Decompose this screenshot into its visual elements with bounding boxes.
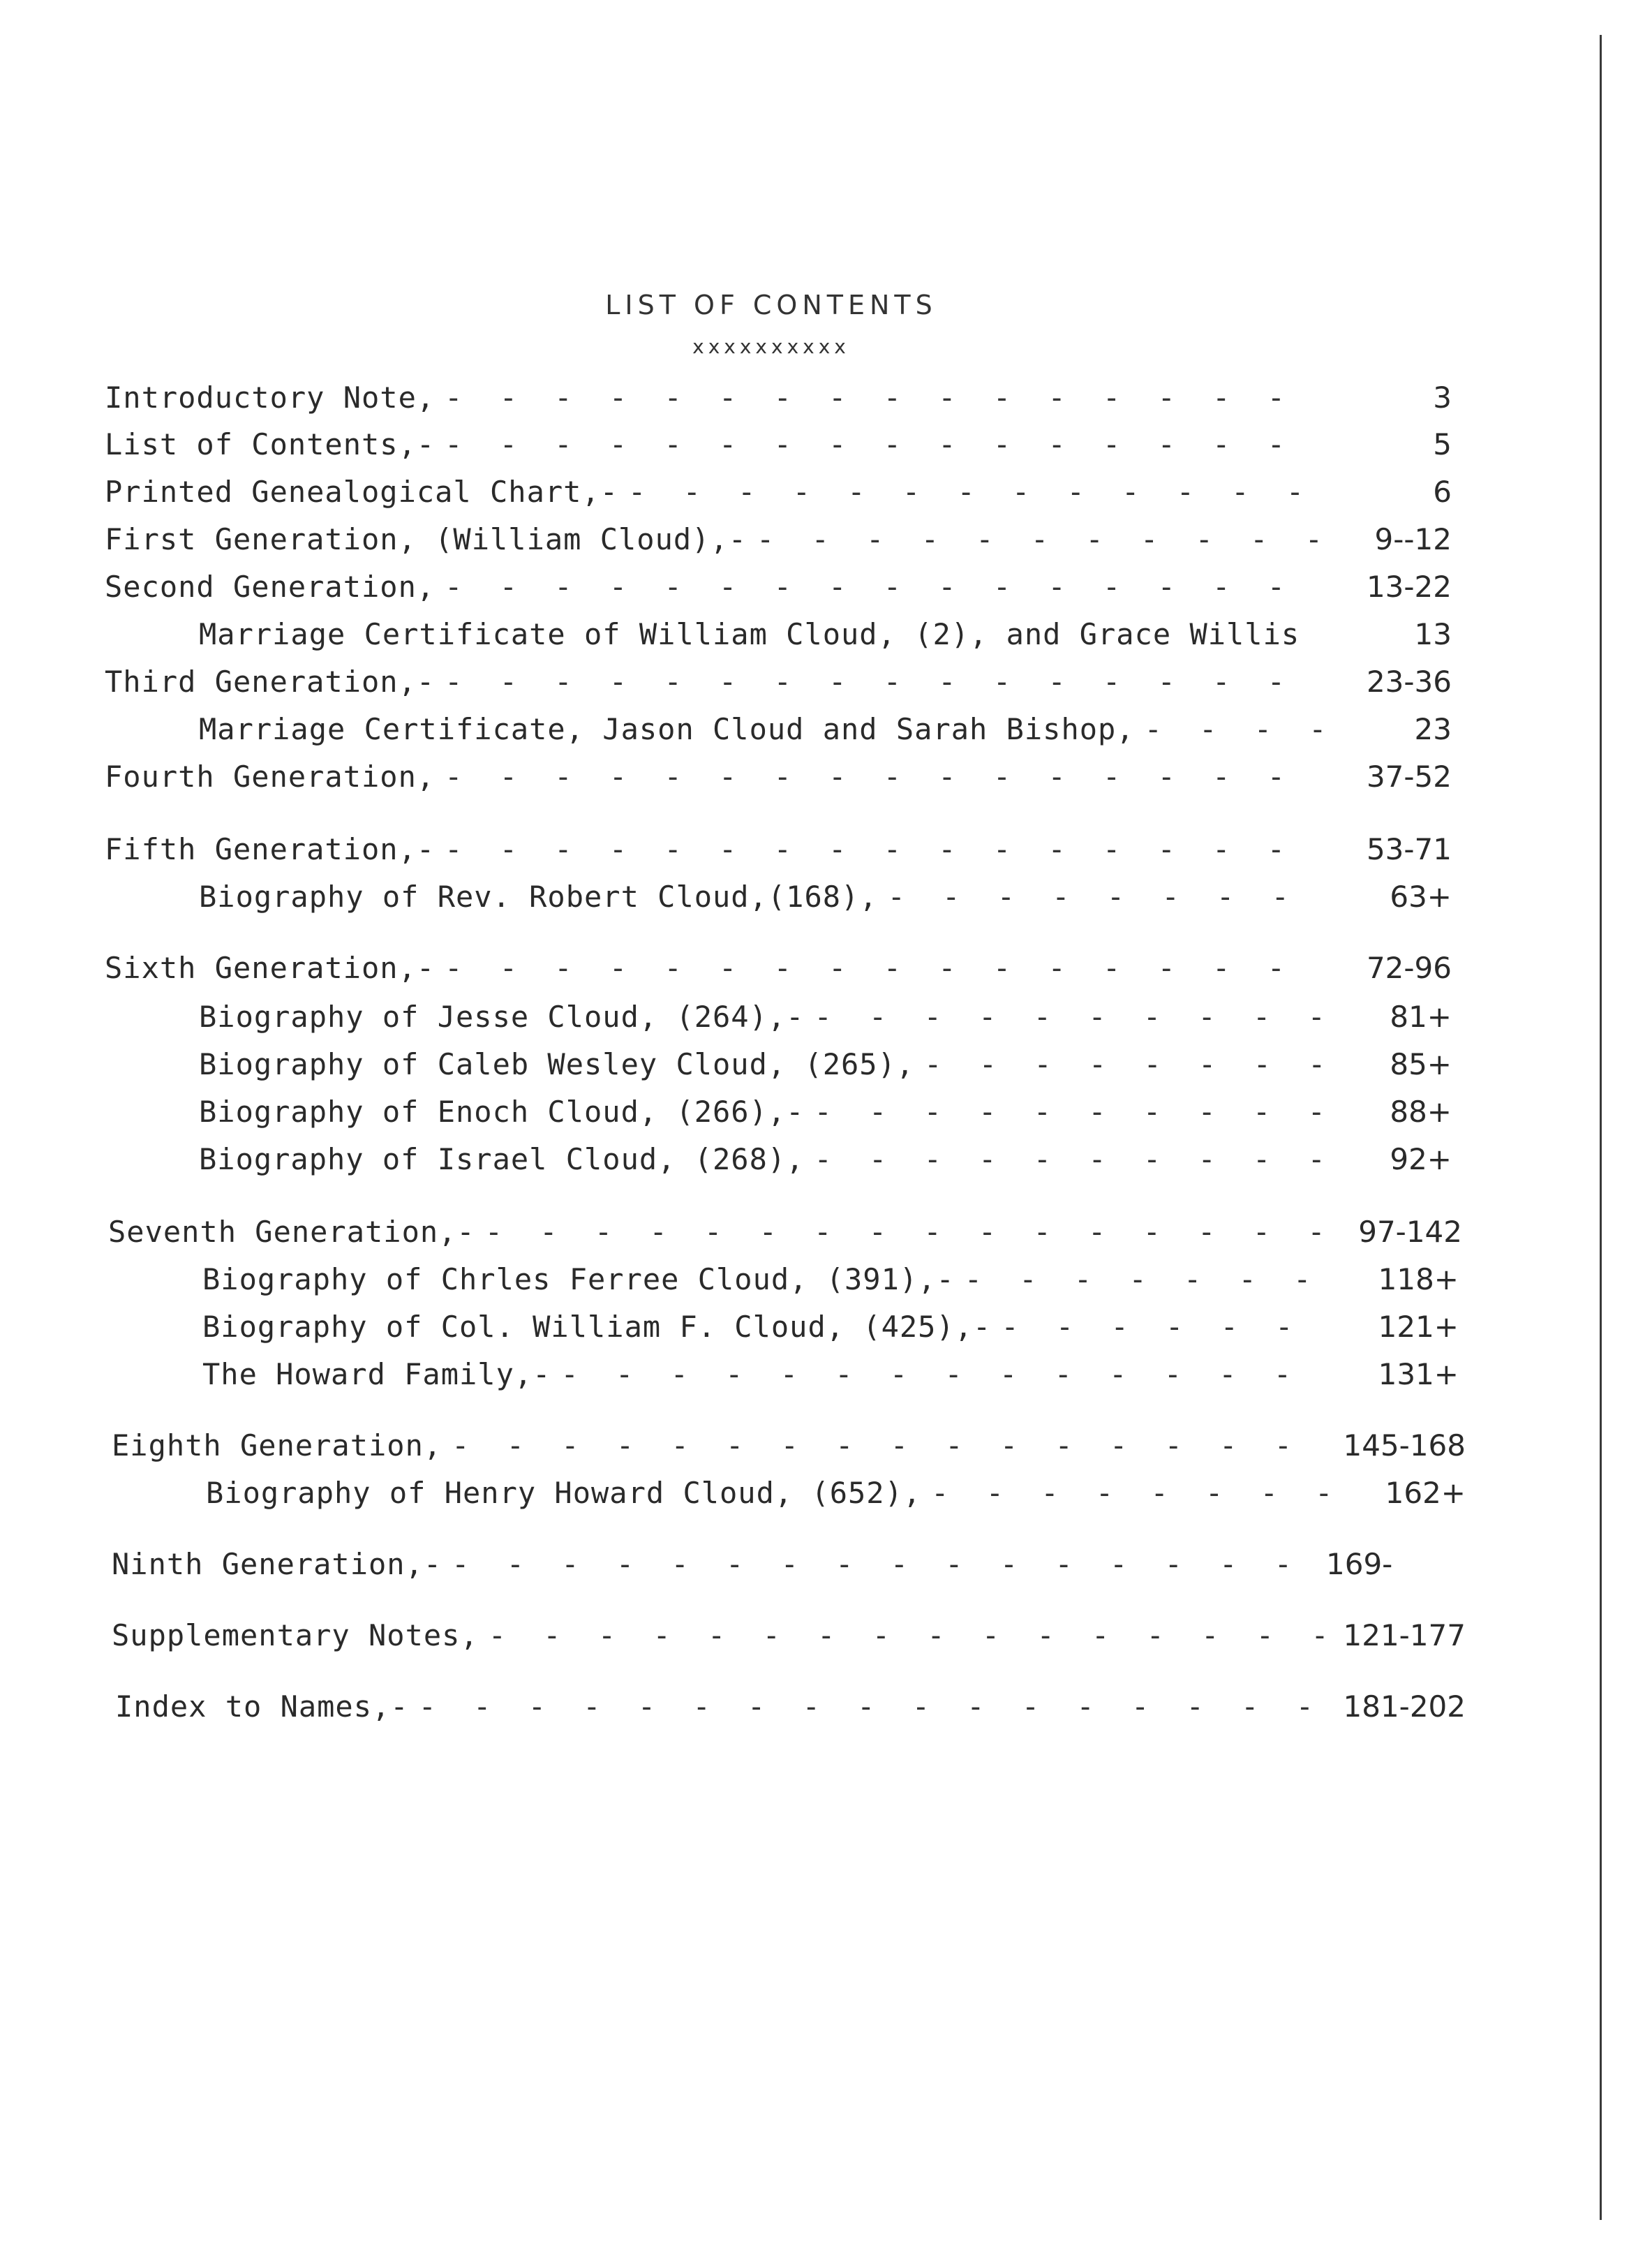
toc-entry-sixth-generation: [105, 951, 1452, 1000]
dot-leader: [955, 1262, 1333, 1296]
toc-entry-biography-israel: [199, 1142, 1452, 1191]
dot-leader: [442, 1428, 1326, 1463]
entry-label: Fifth Generation,-: [105, 832, 436, 866]
entry-page: 92+: [1390, 1142, 1452, 1176]
entry-label: Biography of Enoch Cloud, (266),-: [199, 1095, 805, 1129]
entry-page: 13: [1414, 617, 1452, 651]
entry-label: Biography of Rev. Robert Cloud,(168),: [199, 880, 878, 914]
dot-leader: [435, 832, 1326, 866]
entry-page: 145-168: [1343, 1428, 1466, 1463]
toc-entry-seventh-generation: [108, 1215, 1462, 1264]
toc-entry-fifth-generation: [105, 832, 1452, 881]
dot-leader: [804, 1095, 1326, 1129]
entry-label: Marriage Certificate, Jason Cloud and Sarah Bishop,: [199, 712, 1135, 746]
entry-label: Sixth Generation,-: [105, 951, 436, 985]
dot-leader: [804, 1142, 1326, 1176]
dot-leader: [435, 570, 1326, 604]
entry-label: Biography of Caleb Wesley Cloud, (265),: [199, 1047, 915, 1081]
entry-page: 23: [1414, 712, 1452, 746]
toc-entry-biography-charles: [202, 1262, 1459, 1311]
entry-label: The Howard Family,-: [202, 1357, 551, 1391]
entry-label: Biography of Jesse Cloud, (264),-: [199, 1000, 805, 1034]
toc-entry-third-generation: [105, 665, 1452, 713]
entry-page: 23-36: [1366, 665, 1452, 699]
entry-page: 97-142: [1358, 1215, 1462, 1249]
toc-entry-second-generation: [105, 570, 1452, 619]
entry-label: Biography of Henry Howard Cloud, (652),: [206, 1476, 922, 1510]
toc-entry-biography-henry: [206, 1476, 1466, 1525]
dot-leader: [435, 665, 1326, 699]
dot-leader: [878, 880, 1326, 914]
entry-page: 121+: [1378, 1310, 1459, 1344]
dot-leader: [804, 1000, 1326, 1034]
entry-label: List of Contents,-: [105, 427, 436, 461]
entry-page: 118+: [1378, 1262, 1459, 1296]
dot-leader: [618, 475, 1326, 509]
entry-page: 9--12: [1374, 522, 1452, 556]
toc-entry-biography-robert: [199, 880, 1452, 928]
entry-page: 6: [1433, 475, 1452, 509]
dot-leader: [914, 1047, 1326, 1081]
entry-page: 53-71: [1366, 832, 1452, 866]
entry-page: 169-: [1326, 1547, 1393, 1581]
toc-entry-fourth-generation: [105, 760, 1452, 808]
dot-leader: [435, 380, 1326, 415]
entry-page: 63+: [1390, 880, 1452, 914]
toc-entry-marriage-certificate-jason: [199, 712, 1452, 761]
toc-entry-genealogical-chart: [105, 475, 1452, 524]
entry-page: 81+: [1390, 1000, 1452, 1034]
toc-entry-biography-jesse: [199, 1000, 1452, 1049]
entry-label: Ninth Generation,-: [112, 1547, 442, 1581]
dot-leader: [747, 522, 1326, 556]
entry-label: Eighth Generation,: [112, 1428, 442, 1463]
entry-page: 13-22: [1366, 570, 1452, 604]
toc-entry-biography-william-f: [202, 1310, 1459, 1359]
toc-entry-ninth-generation: [112, 1547, 1466, 1596]
toc-entry-howard-family: [202, 1357, 1459, 1406]
entry-label: Biography of Col. William F. Cloud, (425),-: [202, 1310, 992, 1344]
entry-label: Third Generation,-: [105, 665, 436, 699]
dot-leader: [409, 1689, 1326, 1724]
dot-leader: [1135, 712, 1326, 746]
entry-page: 181-202: [1343, 1689, 1466, 1724]
page-edge-line: [1600, 35, 1602, 2220]
toc-entry-introductory-note: [105, 380, 1452, 429]
entry-page: 72-96: [1366, 951, 1452, 985]
dot-leader: [479, 1618, 1326, 1652]
dot-leader: [435, 427, 1326, 461]
toc-entry-supplementary-notes: [112, 1618, 1466, 1667]
dot-leader: [435, 951, 1326, 985]
entry-label: Fourth Generation,: [105, 760, 436, 794]
entry-page: 131+: [1378, 1357, 1459, 1391]
toc-entry-biography-enoch: [199, 1095, 1452, 1143]
entry-label: Index to Names,-: [115, 1689, 409, 1724]
dot-leader: [921, 1476, 1340, 1510]
entry-page: 37-52: [1366, 760, 1452, 794]
entry-label: Second Generation,: [105, 570, 436, 604]
entry-label: First Generation, (William Cloud),-: [105, 522, 747, 556]
toc-entry-first-generation: [105, 522, 1452, 571]
entry-page: 88+: [1390, 1095, 1452, 1129]
entry-page: 85+: [1390, 1047, 1452, 1081]
dot-leader: [551, 1357, 1333, 1391]
dot-leader: [475, 1215, 1323, 1249]
entry-label: Biography of Israel Cloud, (268),: [199, 1142, 805, 1176]
toc-entry-biography-caleb: [199, 1047, 1452, 1096]
entry-label: Seventh Generation,-: [108, 1215, 475, 1249]
dot-leader: [991, 1310, 1333, 1344]
entry-label: Supplementary Notes,: [112, 1618, 479, 1652]
entry-page: 3: [1433, 380, 1452, 415]
entry-label: Biography of Chrles Ferree Cloud, (391),-: [202, 1262, 955, 1296]
page-title: LIST OF CONTENTS: [605, 290, 937, 320]
dot-leader: [442, 1547, 1326, 1581]
toc-entry-list-of-contents: [105, 427, 1452, 476]
entry-label: Introductory Note,: [105, 380, 436, 415]
dot-leader: [435, 760, 1326, 794]
entry-page: 121-177: [1343, 1618, 1466, 1652]
entry-label: Marriage Certificate of William Cloud, (2), and Grace Willis: [199, 617, 1300, 651]
entry-page: 162+: [1385, 1476, 1466, 1510]
toc-entry-eighth-generation: [112, 1428, 1466, 1477]
entry-label: Printed Genealogical Chart,-: [105, 475, 619, 509]
toc-entry-marriage-certificate-william: [199, 617, 1452, 666]
title-separator: xxxxxxxxxx: [692, 335, 850, 358]
toc-entry-index-to-names: [115, 1689, 1466, 1738]
entry-page: 5: [1433, 427, 1452, 461]
